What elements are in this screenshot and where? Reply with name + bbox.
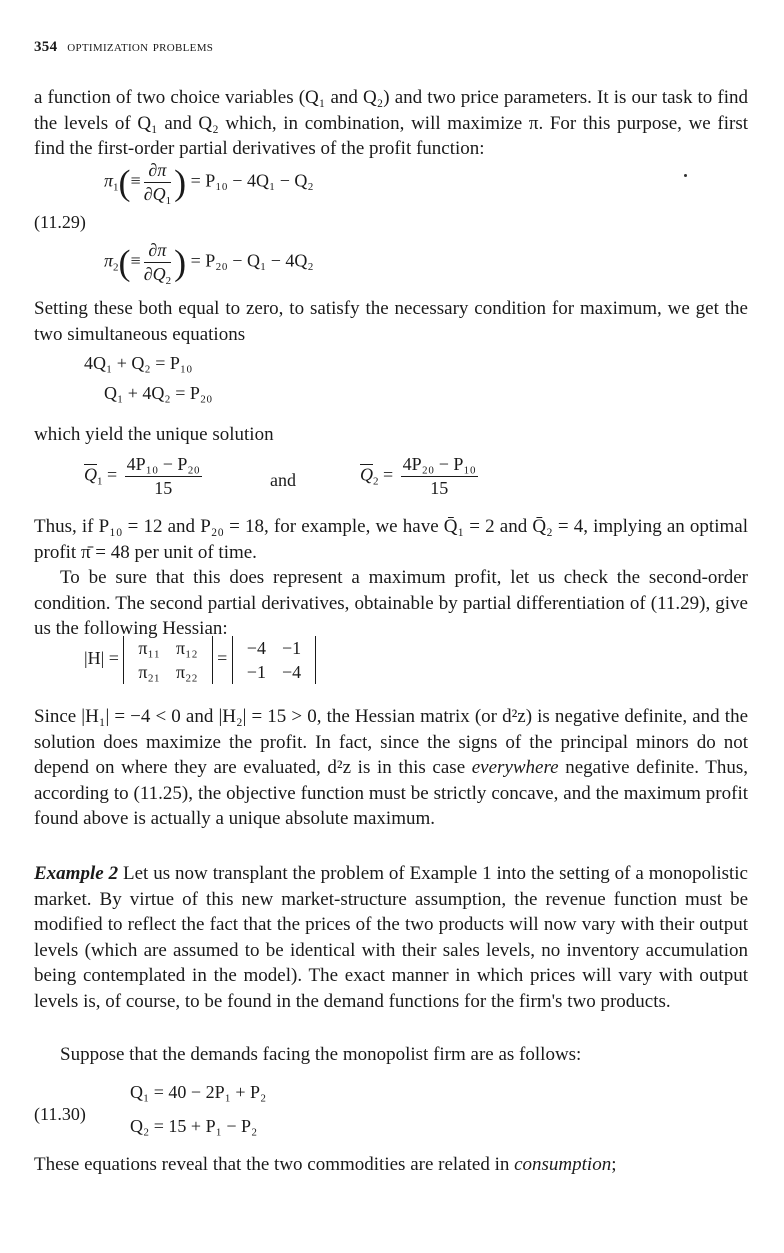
check-paragraph: To be sure that this does represent a maximum profit, let us check the second-order condition. The second partial derivatives, obtainable by partial differentiation of (11.29), give us the following Hessian: bbox=[34, 567, 748, 639]
since-emphasis: everywhere bbox=[471, 757, 559, 778]
suppose-paragraph: Suppose that the demands facing the monopolist firm are as follows: bbox=[60, 1044, 582, 1065]
since-paragraph bbox=[34, 704, 748, 832]
since-text-1: Since |H₁| = −4 < 0 and |H₂| = 15 > 0, the Hessian matrix (or d²z) is negative definite, and the solution does maximize the profit. In fact, since the signs of the principal minors do not depend on where they are evaluated, d²z is in this case bbox=[34, 706, 748, 778]
yield-paragraph: which yield the unique solution bbox=[34, 424, 274, 445]
solution-and: and bbox=[270, 470, 296, 490]
page-speck bbox=[684, 174, 687, 177]
hessian-v12: −1 bbox=[281, 638, 302, 658]
hessian-m12: π₁₂ bbox=[176, 638, 198, 658]
solution-q2-numerator: 4P₂₀ − P₁₀ bbox=[401, 454, 478, 477]
hessian-v22: −4 bbox=[281, 662, 302, 682]
equation-label-11-30: (11.30) bbox=[34, 1104, 86, 1124]
equation-pi2: $\pi_2(\equiv$ $\frac{\partial\pi}{\partial Q_2}$ ) = P₂₀ − Q₁ − 4Q₂ bbox=[104, 240, 314, 287]
example-2-paragraph bbox=[34, 861, 748, 1014]
example-2-label: Example 2 bbox=[34, 863, 119, 884]
running-header bbox=[34, 38, 213, 56]
hessian-m11: π₁₁ bbox=[138, 638, 160, 658]
page-number: 354 bbox=[34, 39, 58, 55]
reveal-text: These equations reveal that the two commodities are related in bbox=[34, 1154, 515, 1175]
demand-eq-2: Q₂ = 15 + P₁ − P₂ bbox=[130, 1116, 258, 1136]
setting-paragraph: Setting these both equal to zero, to satisfy the necessary condition for maximum, we get the two simultaneous equations bbox=[34, 298, 748, 345]
intro-paragraph: a function of two choice variables (Q₁ and Q₂) and two price parameters. It is our task to find the levels of Q₁ and Q₂ which, in combination, will maximize π. For this purpose, we first find the first-order partial derivatives of the profit function: bbox=[34, 87, 748, 159]
solution-q1-numerator: 4P₁₀ − P₂₀ bbox=[125, 454, 202, 477]
equation-label-11-29: (11.29) bbox=[34, 212, 86, 232]
running-title: optimization problems bbox=[67, 38, 214, 55]
hessian-m22: π₂₂ bbox=[176, 662, 198, 682]
hessian-m21: π₂₁ bbox=[138, 662, 160, 682]
example-2-text: Let us now transplant the problem of Example 1 into the setting of a monopolistic market. By virtue of this new market-structure assumption, the revenue function must be modified to reflect the fact that the prices of the two products will now vary with their output levels (which are assumed to be identical with their sales levels, no inventory accumulation being contemplated in the model). The exact manner in which prices will vary with output levels is, of course, to be found in the demand functions for the firm's two products. bbox=[34, 863, 748, 1012]
hessian-v11: −4 bbox=[246, 638, 266, 658]
hessian-equation: |H| = π₁₁ π₁₂ π₂₁ π₂₂ = −4 −1 −1 −4 bbox=[84, 636, 316, 684]
simultaneous-eq-2: Q₁ + 4Q₂ = P₂₀ bbox=[104, 383, 213, 403]
solution-q2: $\overline{Q}_2$ = $\frac{\text{4P₂₀ − P₁₀}}{15}$ bbox=[360, 454, 476, 498]
equation-pi2-rhs: = P₂₀ − Q₁ − 4Q₂ bbox=[190, 250, 314, 271]
since-text-2: negative definite. Thus, according to (11.25), the objective function must be strictly concave, and the maximum profit found above is actually a unique absolute maximum. bbox=[34, 757, 749, 829]
hessian-v21: −1 bbox=[246, 662, 266, 682]
hessian-numeric-determinant bbox=[232, 636, 316, 684]
solution-q2-denominator: 15 bbox=[430, 478, 449, 498]
solution-q1-denominator: 15 bbox=[154, 478, 173, 498]
reveal-paragraph bbox=[34, 1152, 748, 1178]
hessian-lhs: |H| = bbox=[84, 648, 119, 669]
equation-pi1-rhs: = P₁₀ − 4Q₁ − Q₂ bbox=[190, 170, 314, 191]
reveal-tail: ; bbox=[611, 1154, 617, 1175]
simultaneous-eq-1: 4Q₁ + Q₂ = P₁₀ bbox=[84, 353, 193, 373]
thus-paragraph: Thus, if P₁₀ = 12 and P₂₀ = 18, for example, we have Q̄₁ = 2 and Q̄₂ = 4, implying an optimal profit π̄ = 48 per unit of time. bbox=[34, 516, 748, 563]
hessian-symbolic-determinant bbox=[123, 636, 212, 684]
reveal-emphasis: consumption bbox=[514, 1154, 612, 1175]
equation-pi1: $\pi_1(\equiv$ $\frac{\partial\pi}{\partial Q_1}$ ) = P₁₀ − 4Q₁ − Q₂ bbox=[104, 160, 314, 207]
demand-eq-1: Q₁ = 40 − 2P₁ + P₂ bbox=[130, 1082, 267, 1102]
solution-q1: $\overline{Q}_1$ = $\frac{\text{4P₁₀ − P₂₀}}{15}$ bbox=[84, 454, 200, 498]
